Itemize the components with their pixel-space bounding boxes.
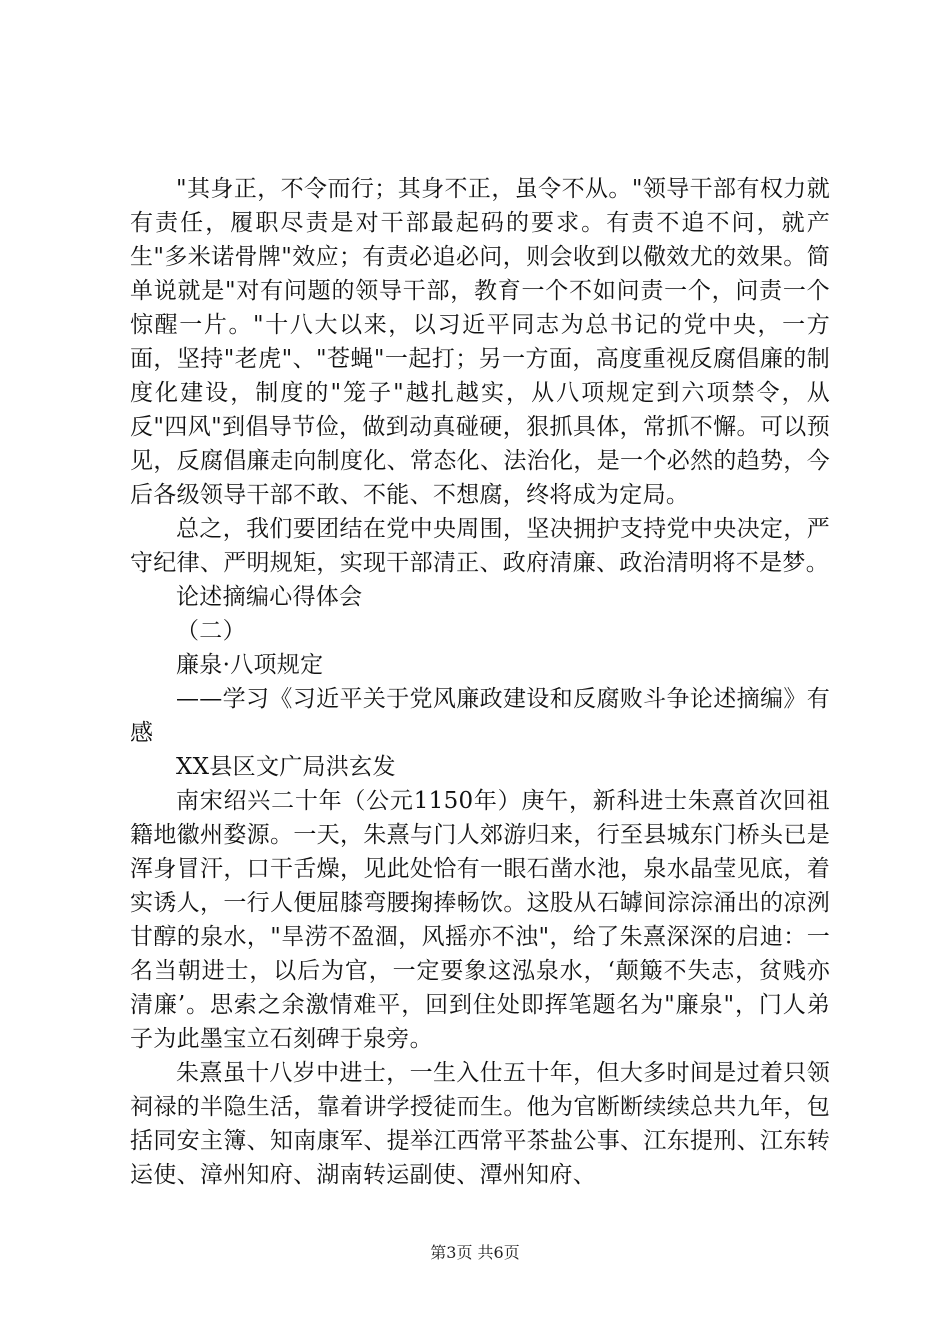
article-subtitle: 廉泉·八项规定 bbox=[176, 652, 324, 678]
article-title: 论述摘编心得体会 bbox=[176, 584, 363, 610]
page-footer: 第3页 共6页 bbox=[430, 1243, 520, 1262]
article-number: （二） bbox=[176, 618, 246, 644]
paragraph-responsibility: "其身正，不令而行；其身不正，虽令不从。"领导干部有权力就有责任，履职尽责是对干部最起码的要求。有责不追不问，就产生"多米诺骨牌"效应；有责必追必问，则会收到以儆效尤的效果。简单说就是"对有问题的领导干部，教育一个不如问责一个，问责一个惊醒一片。"十八大以来，以习近平同志为总书记的党中央，一方面，坚持"老虎"、"苍蝇"一起打；另一方面，高度重视反腐倡廉的制度化建设，制度的"笼子"越扎越实，从八项规定到六项禁令，从反"四风"到倡导节俭，做到动真碰硬，狠抓具体，常抓不懈。可以预见，反腐倡廉走向制度化、常态化、法治化，是一个必然的趋势，今后各级领导干部不敢、不能、不想腐，终将成为定局。 bbox=[130, 176, 830, 508]
paragraph-conclusion: 总之，我们要团结在党中央周围，坚决拥护支持党中央决定，严守纪律、严明规矩，实现干部清正、政府清廉、政治清明将不是梦。 bbox=[130, 516, 830, 576]
document-body bbox=[130, 172, 830, 1192]
article-subtitle-secondary: ——学习《习近平关于党风廉政建设和反腐败斗争论述摘编》有感 bbox=[130, 686, 830, 746]
paragraph-zhuxi-career: 朱熹虽十八岁中进士，一生入仕五十年，但大多时间是过着只领祠禄的半隐生活，靠着讲学授徒而生。他为官断断续续总共九年，包括同安主簿、知南康军、提举江西常平茶盐公事、江东提刑、江东转运使、漳州知府、湖南转运副使、潭州知府、 bbox=[130, 1060, 830, 1188]
paragraph-lianquan-story: 南宋绍兴二十年（公元1150年）庚午，新科进士朱熹首次回祖籍地徽州婺源。一天，朱熹与门人郊游归来，行至县城东门桥头已是浑身冒汗，口干舌燥，见此处恰有一眼石凿水池，泉水晶莹见底，着实诱人，一行人便屈膝弯腰掬捧畅饮。这股从石罅间淙淙涌出的凉洌甘醇的泉水，"旱涝不盈涸，风摇亦不浊"，给了朱熹深深的启迪：一名当朝进士，以后为官，一定要象这泓泉水，‘颠簸不失志，贫贱亦清廉’。思索之余激情难平，回到住处即挥笔题名为"廉泉"，门人弟子为此墨宝立石刻碑于泉旁。 bbox=[130, 788, 830, 1052]
article-author: XX县区文广局洪玄发 bbox=[176, 754, 396, 780]
